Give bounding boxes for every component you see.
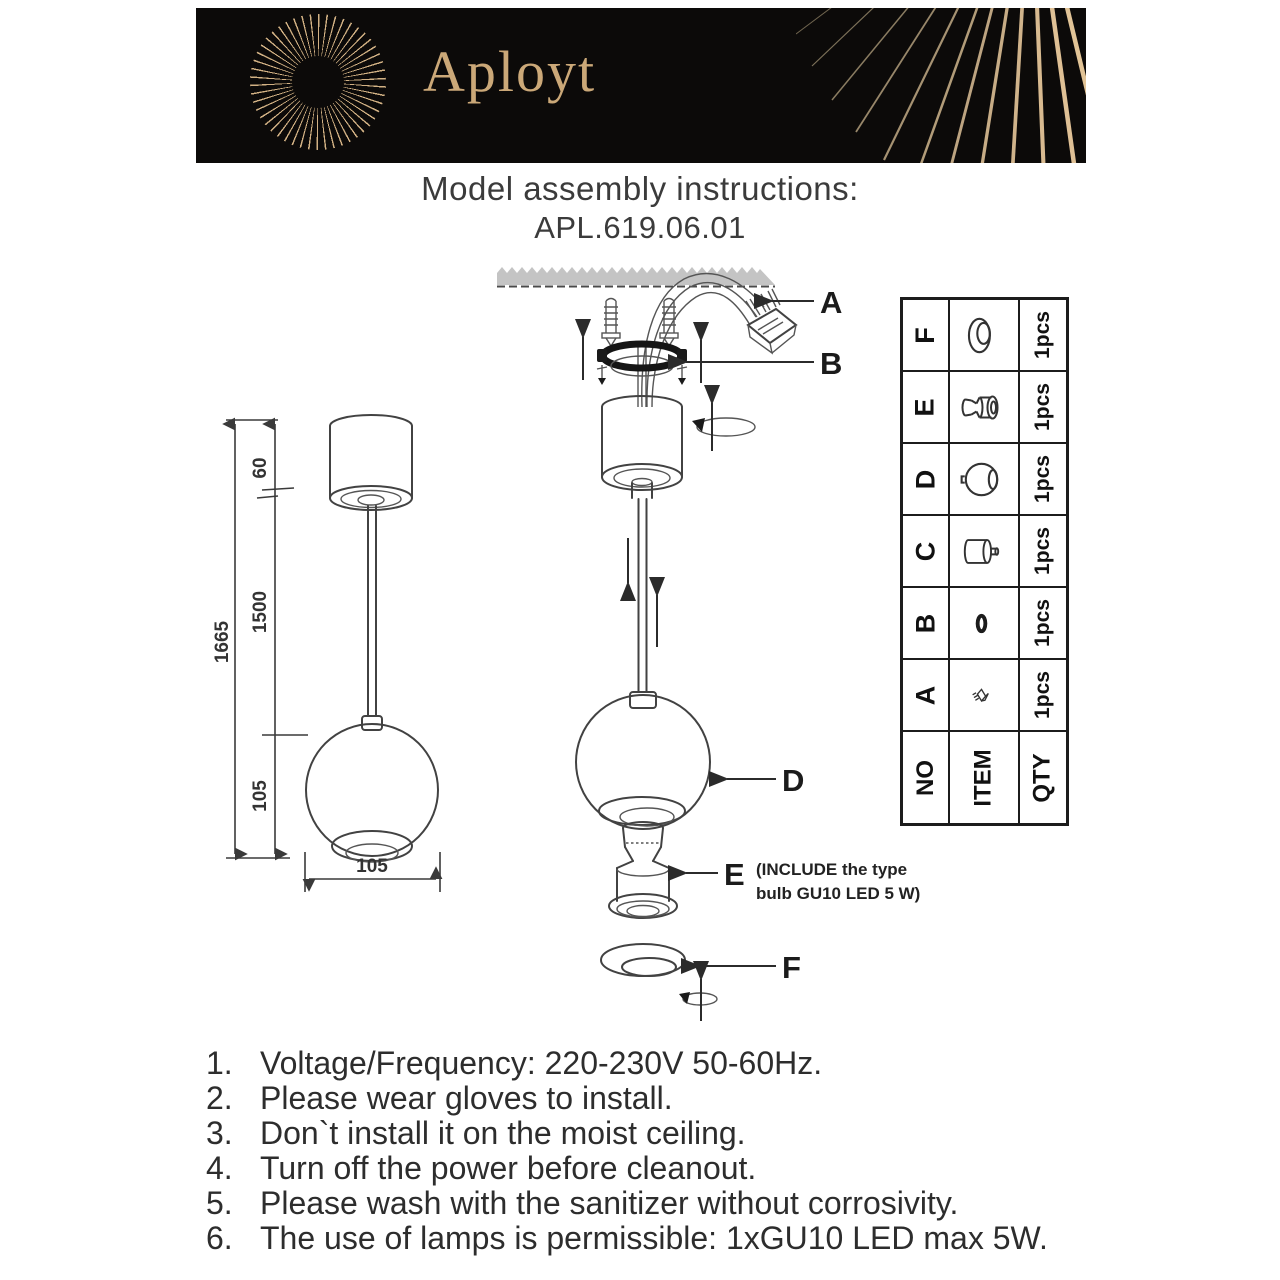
dim-label-1500: 1500 [250, 590, 271, 634]
label-b: B [820, 346, 843, 381]
item-number: 2. [206, 1080, 233, 1116]
table-row-qty: 1pcs [1019, 443, 1067, 515]
dim-chain [250, 424, 308, 854]
terminal-block-icon [949, 659, 1019, 731]
bulb-note-line1: (INCLUDE the type [756, 860, 908, 879]
item-text: Turn off the power before cleanout. [260, 1150, 757, 1186]
item-text: Please wash with the sanitizer without corrosivity. [260, 1185, 959, 1221]
page-title: Model assembly instructions: [421, 170, 859, 207]
list-item [206, 1186, 1226, 1221]
label-d: D [782, 763, 805, 798]
dim-label-105-side: 105 [250, 780, 271, 812]
list-item [206, 1081, 1226, 1116]
table-row-no: A [902, 659, 949, 731]
table-row-qty: 1pcs [1019, 587, 1067, 659]
list-item [206, 1151, 1226, 1186]
lamp-outline [306, 415, 438, 862]
label-e: E [724, 857, 745, 892]
label-a: A [820, 285, 843, 320]
table-row-no: C [902, 515, 949, 587]
table-header-qty: QTY [1019, 731, 1067, 824]
bulb-unit [609, 822, 677, 918]
dimension-drawing [200, 400, 500, 910]
table-header-item: ITEM [949, 731, 1019, 824]
bulb-note-line2: bulb GU10 LED 5 W) [756, 884, 921, 903]
sphere-shade [576, 695, 710, 829]
suspension-rod [630, 499, 656, 708]
item-text: Voltage/Frequency: 220-230V 50-60Hz. [260, 1045, 823, 1081]
table-row-qty: 1pcs [1019, 515, 1067, 587]
trim-ring-icon [949, 299, 1019, 371]
brand-wordmark: Aployt [423, 39, 597, 104]
item-text: Please wear gloves to install. [260, 1080, 673, 1116]
canopy-cylinder-icon [949, 515, 1019, 587]
table-row-qty: 1pcs [1019, 659, 1067, 731]
table-row-no: F [902, 299, 949, 371]
rotate-arrow-canopy [692, 403, 755, 451]
dim-label-1665: 1665 [212, 620, 233, 664]
sphere-shade-icon [949, 443, 1019, 515]
bulb-icon [949, 371, 1019, 443]
item-number: 3. [206, 1115, 233, 1151]
label-f: F [782, 950, 801, 985]
rotate-arrow-ring [679, 979, 717, 1021]
table-row-qty: 1pcs [1019, 371, 1067, 443]
item-text: Don`t install it on the moist ceiling. [260, 1115, 746, 1151]
canopy [602, 396, 682, 498]
item-number: 5. [206, 1185, 233, 1221]
ceiling [497, 267, 775, 287]
table-row-no: B [902, 587, 949, 659]
item-number: 4. [206, 1150, 233, 1186]
supply-wires [642, 274, 764, 407]
dim-label-60: 60 [250, 457, 271, 479]
wall-anchors [602, 299, 678, 347]
terminal-block [746, 289, 796, 353]
table-row-no: E [902, 371, 949, 443]
mounting-ring-icon [949, 587, 1019, 659]
dim-label-105-bottom: 105 [356, 856, 388, 877]
brand-banner [196, 8, 1086, 163]
decorative-rays-icon [796, 8, 1086, 163]
list-item [206, 1221, 1226, 1256]
model-number: APL.619.06.01 [534, 210, 746, 245]
table-row-qty: 1pcs [1019, 299, 1067, 371]
table-row-no: D [902, 443, 949, 515]
instructions-list [206, 1046, 1226, 1256]
table-header-no: NO [902, 731, 949, 824]
item-number: 1. [206, 1045, 233, 1081]
list-item [206, 1116, 1226, 1151]
dim-width [305, 852, 440, 892]
trim-ring [601, 944, 685, 976]
item-text: The use of lamps is permissible: 1xGU10 LED max 5W. [260, 1220, 1048, 1256]
assembly-drawing [480, 255, 950, 1045]
parts-table [900, 297, 1069, 826]
item-number: 6. [206, 1220, 233, 1256]
list-item [206, 1046, 1226, 1081]
sunburst-core [292, 56, 344, 108]
